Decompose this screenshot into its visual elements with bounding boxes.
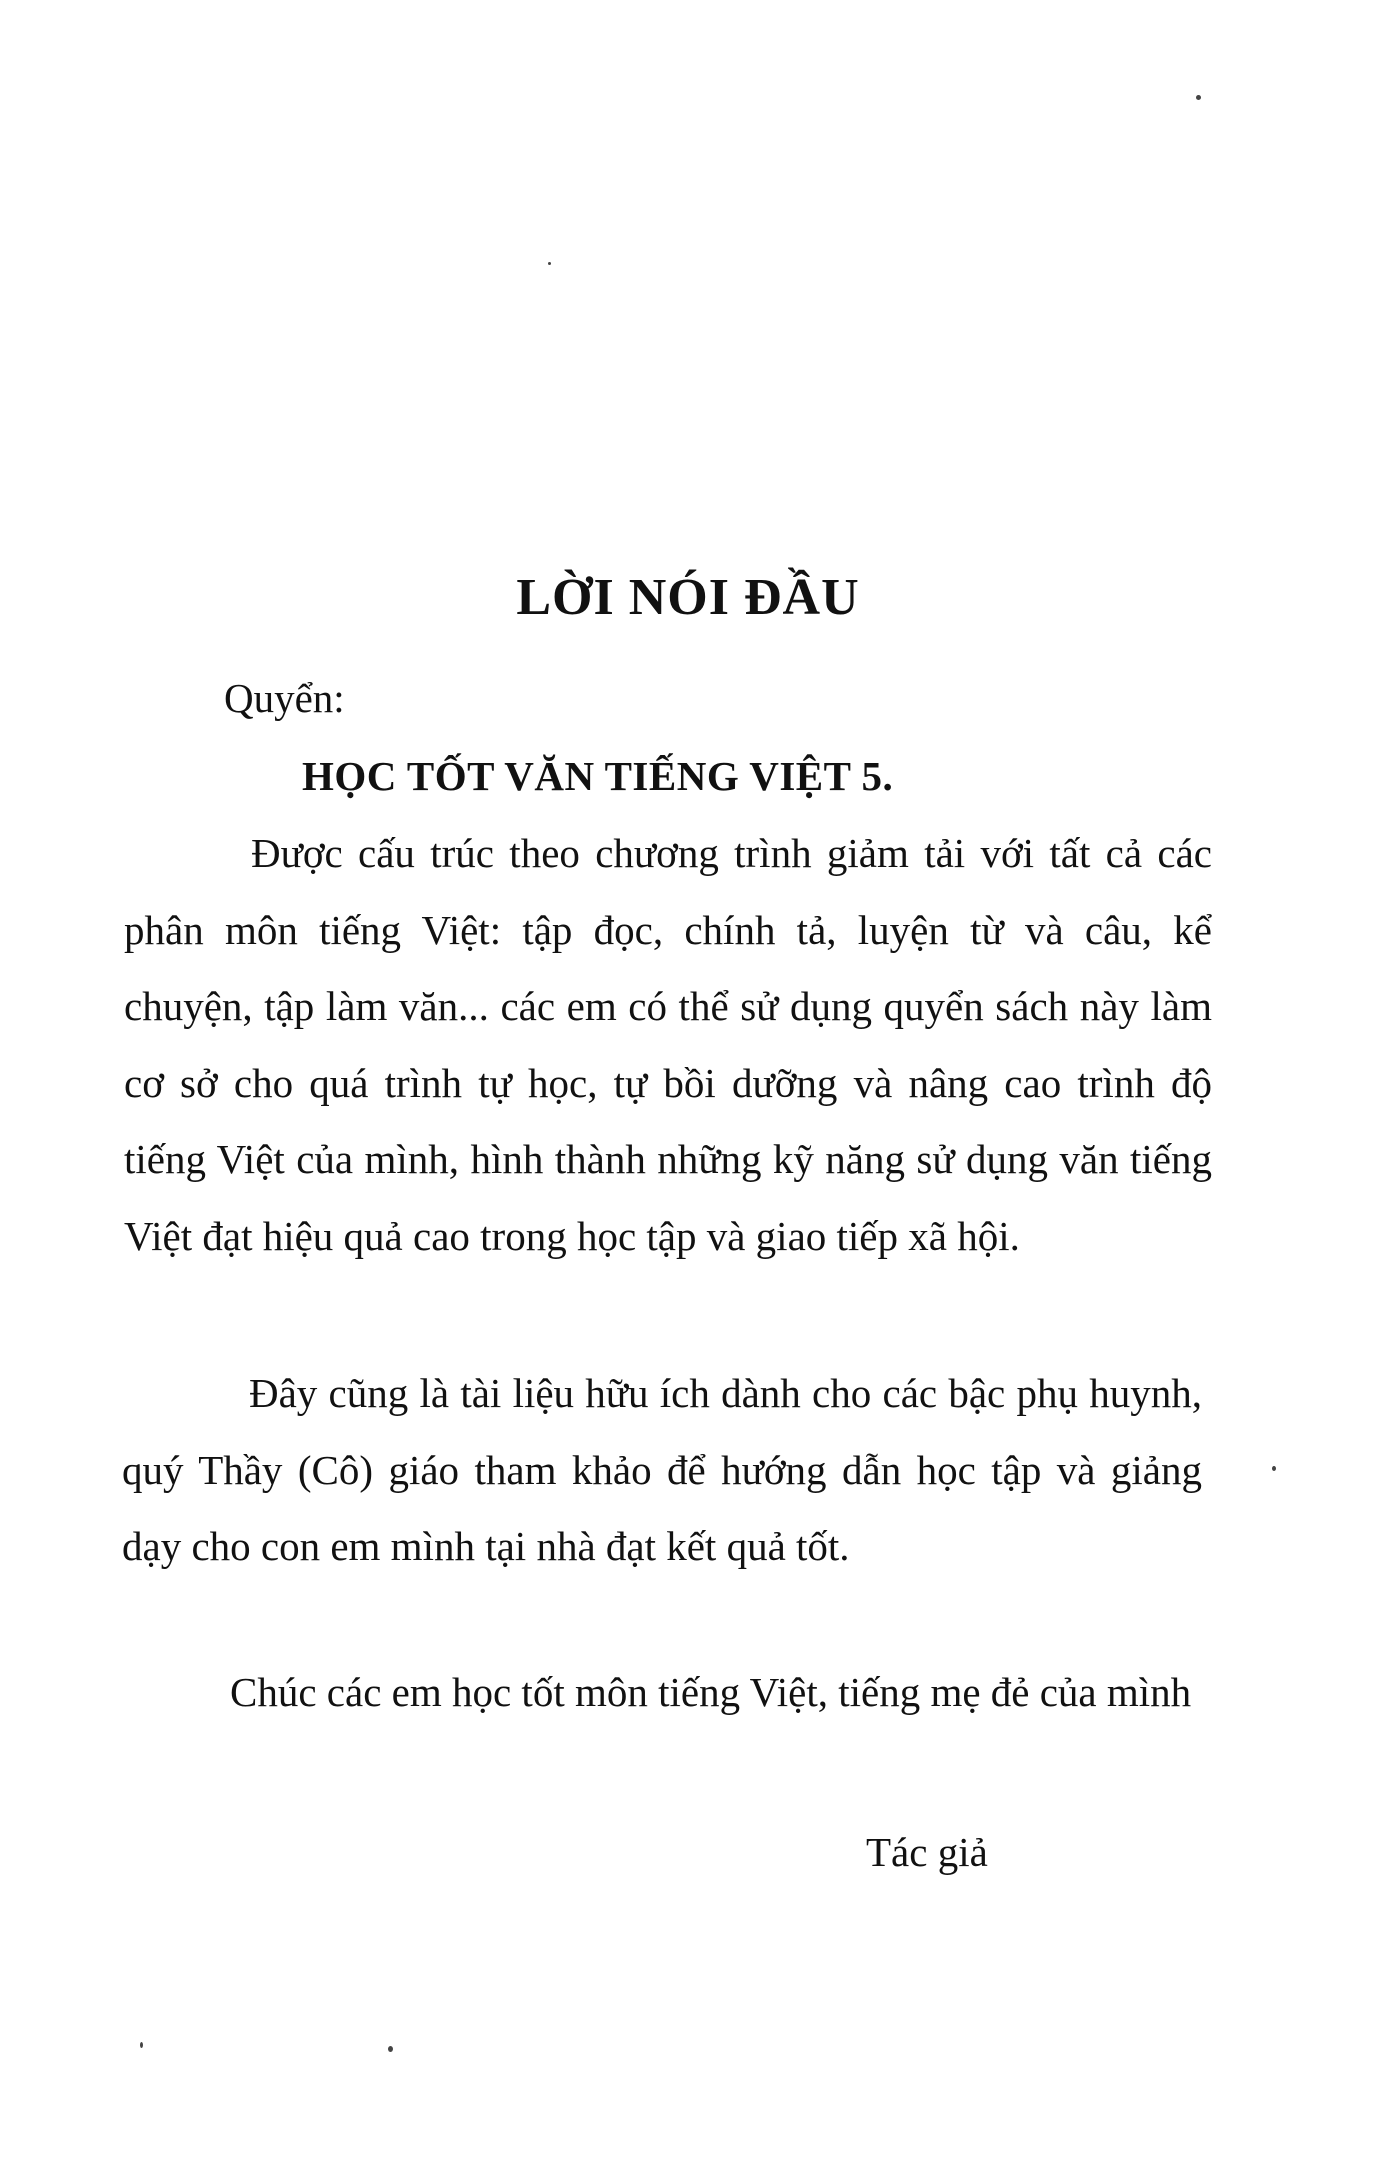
scan-speck [1272, 1466, 1276, 1471]
scan-speck [388, 2046, 393, 2052]
scan-speck [1196, 95, 1201, 100]
scan-speck [140, 2042, 143, 2048]
author-signature: Tác giả [866, 1829, 988, 1875]
book-title: HỌC TỐT VĂN TIẾNG VIỆT 5. [302, 753, 894, 799]
scan-speck [548, 262, 551, 265]
page-heading: LỜI NÓI ĐẦU [516, 569, 860, 626]
paragraph-closing: Chúc các em học tốt môn tiếng Việt, tiếng mẹ đẻ của mình [230, 1669, 1192, 1715]
paragraph-intro: Được cấu trúc theo chương trình giảm tải với tất cả các phân môn tiếng Việt: tập đọc, chính tả, luyện từ và câu, kể chuyện, tập làm văn... các em có thể sử dụng quyển sách này làm cơ sở cho quá trình tự học, tự bồi dưỡng và nâng cao trình độ tiếng Việt của mình, hình thành những kỹ năng sử dụng văn tiếng Việt đạt hiệu quả cao trong học tập và giao tiếp xã hội. [124, 830, 1212, 1259]
paragraph-audience: Đây cũng là tài liệu hữu ích dành cho các bậc phụ huynh, quý Thầy (Cô) giáo tham khảo để hướng dẫn học tập và giảng dạy cho con em mình tại nhà đạt kết quả tốt. [122, 1370, 1202, 1569]
book-label: Quyển: [224, 675, 345, 721]
